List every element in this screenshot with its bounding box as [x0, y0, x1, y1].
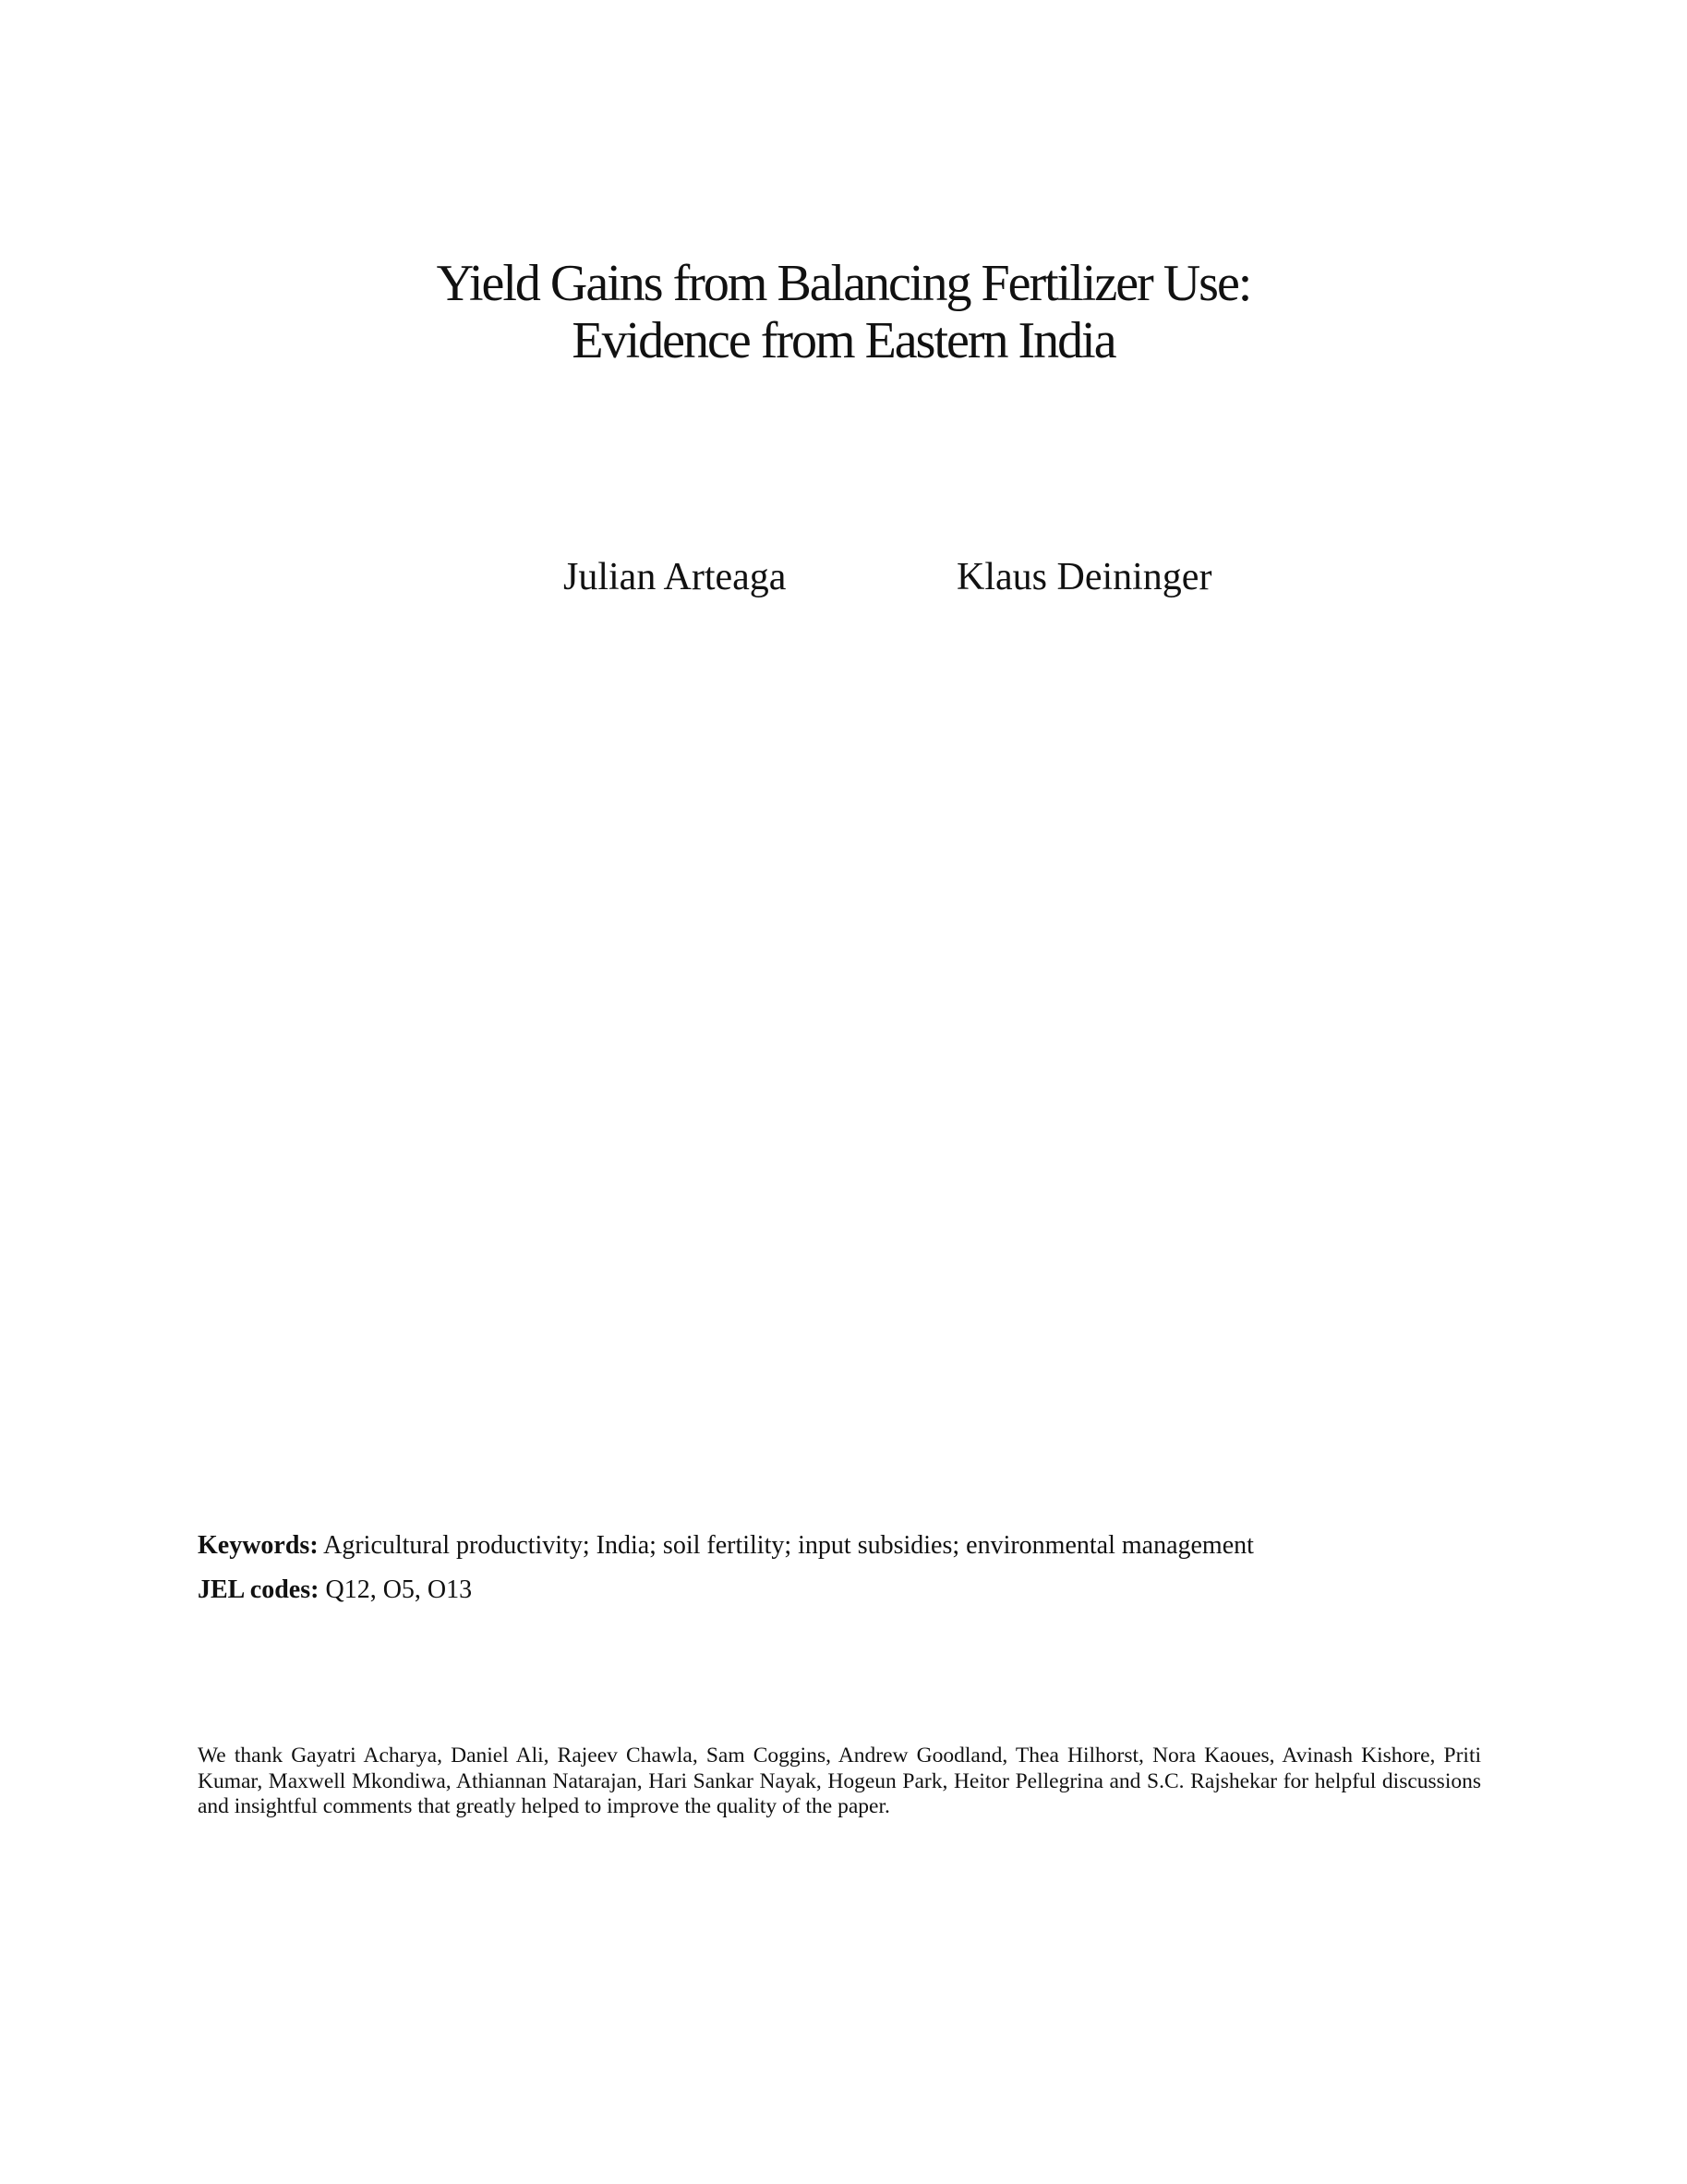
jel-codes-label: JEL codes: — [198, 1575, 319, 1604]
jel-codes-line — [198, 1574, 1481, 1607]
keywords-text: Agricultural productivity; India; soil fertility; input subsidies; environmental management — [323, 1531, 1254, 1560]
paper-title-line-1: Yield Gains from Balancing Fertilizer Use: — [436, 255, 1251, 312]
author-name: Klaus Deininger — [957, 556, 1212, 598]
paper-title — [0, 255, 1687, 369]
keywords-label: Keywords: — [198, 1531, 319, 1560]
paper-title-line-2: Evidence from Eastern India — [572, 312, 1115, 369]
keywords-line — [198, 1529, 1481, 1563]
author-name: Julian Arteaga — [563, 556, 787, 598]
acknowledgment-paragraph: We thank Gayatri Acharya, Daniel Ali, Rajeev Chawla, Sam Coggins, Andrew Goodland, Thea Hilhorst, Nora Kaoues, Avinash Kishore, Priti Kumar, Maxwell Mkondiwa, Athiannan Natarajan, Hari Sankar Nayak, Hogeun Park, Heitor Pellegrina and S.C. Rajshekar for helpful discussions and insightful comments that greatly helped to improve the quality of the paper. — [198, 1744, 1481, 1818]
jel-codes-text: Q12, O5, O13 — [325, 1575, 473, 1604]
